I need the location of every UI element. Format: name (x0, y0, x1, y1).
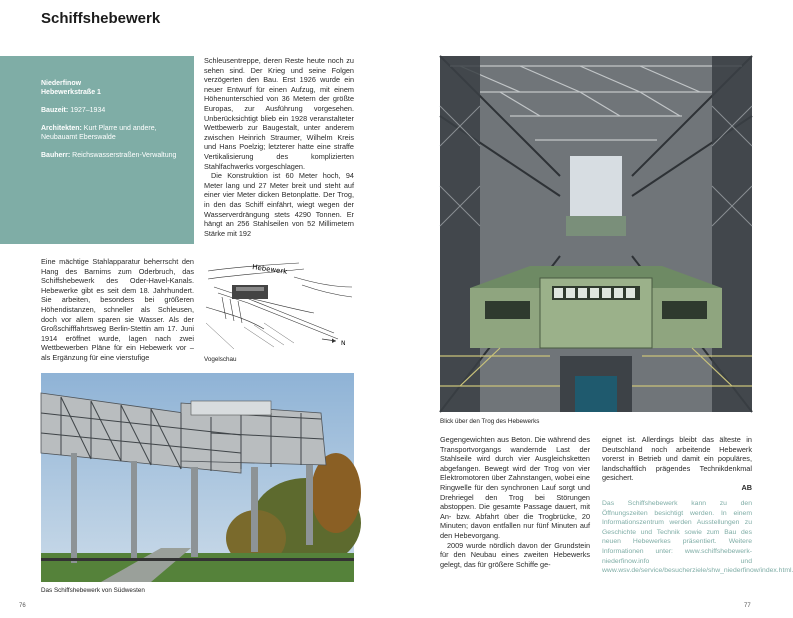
text-column-1 (41, 257, 194, 363)
text-column-4 (602, 435, 793, 576)
client-value: Reichswasserstraßen-Verwaltung (72, 152, 177, 159)
location: Niederfinow (41, 80, 82, 87)
author-initials: AB (741, 482, 752, 492)
bird-view-sketch (204, 257, 354, 353)
info-location (41, 79, 184, 97)
page-number-left: 76 (19, 603, 26, 609)
trough-image (440, 56, 752, 412)
info-architects (41, 124, 184, 142)
photo-exterior (41, 373, 354, 582)
text-column-2 (204, 56, 354, 238)
info-box (0, 56, 194, 244)
paragraph: Eine mächtige Stahlapparatur beherrscht den Hang des Barnims zum Oderbruch, das Schiffshebewerk des Oder-Havel-Kanals. Hebewerke gibt es seit dem 18. Jahrhundert. Sie arbeiten, besonders bei größeren Höhendistanzen, schneller als Schleusen, doch vor allem sparen sie Wasser. Als der Großschifffahrtsweg Berlin-Stettin am 17. Juni 1914 eröffnet wurde, lagen nach zwei Wettbewerben Pläne für ein Hebewerk vor – als Ergänzung für eine vierstufige (41, 257, 194, 362)
photo-exterior-caption: Das Schiffshebewerk von Südwesten (41, 587, 145, 594)
north-label: N (341, 340, 346, 347)
paragraph: Schleusentreppe, deren Reste heute noch zu sehen sind. Der Krieg und seine Folgen verzögerten den Bau. Erst 1926 wurde ein neuer Entwurf für einen Aufzug, mit einem Höhenunterschied von 36 Metern der größte Europas, zur Ausführung vorgesehen. Unberücksichtigt blieb ein 1928 veranstalteter Wettbewerb zur Baugestalt, unter anderem zwischen Heinrich Straumer, Wilhelm Kreis und Hans Poelzig; letzterer hatte eine straffe Vertikalisierung des komplizierten Stahlfachwerks vorgeschlagen. (204, 56, 354, 171)
paragraph: eignet ist. Allerdings bleibt das älteste in Deutschland noch arbeitende Hebewerk vorerst in Betrieb und damit ein populäres, landschaftlich prägendes Technikdenkmal gesichert. (602, 435, 752, 483)
address: Hebewerkstraße 1 (41, 89, 101, 96)
exterior-image (41, 373, 354, 582)
paragraph: Die Konstruktion ist 60 Meter hoch, 94 Meter lang und 27 Meter breit und steht auf einer vier Meter dicken Betonplatte. Der Trog, in den das Schiff einfährt, wiegt wegen der Wasserverdrängung stets 4290 Tonnen. Er hängt an 256 Stahlseilen von 52 Millimetern Stärke mit 192 (204, 171, 354, 238)
built-value: 1927–1934 (70, 107, 106, 114)
paragraph: Gegengewichten aus Beton. Die während des Transportvorgangs wandernde Last der Stahlseile wird durch vier Ausgleichsketten abgefangen. Bewegt wird der Trog von vier Elektromotoren über Zahnstangen, wobei eine Ringwelle für den synchronen Lauf sorgt und Drehriegel den Trog bei Störungen abstoppen. Die gesamte Passage dauert, mit An- bzw. Abfahrt über die Trogbrücke, 20 Minuten; davon entfallen nur fünf Minuten auf den Hebevorgang. (440, 435, 590, 540)
sketch-caption: Vogelschau (204, 356, 237, 363)
info-built (41, 106, 184, 115)
photo-trough (440, 56, 752, 412)
page-title: Schiffshebewerk (41, 10, 161, 27)
text-column-3 (440, 435, 590, 569)
page-number-right: 77 (744, 603, 751, 609)
sketch-drawing (204, 257, 354, 353)
photo-trough-caption: Blick über den Trog des Hebewerks (440, 418, 540, 425)
client-label: Bauherr: (41, 152, 71, 159)
built-label: Bauzeit: (41, 107, 69, 114)
info-client (41, 151, 184, 160)
architects-value: Kurt Plarre und andere, Neubauamt Eberswalde (41, 125, 157, 141)
paragraph: 2009 wurde nördlich davon der Grundstein für den Neubau eines zweiten Hebewerks gelegt, das für größere Schiffe ge- (440, 540, 590, 569)
visitor-note (602, 499, 793, 576)
north-arrow-icon (322, 339, 346, 348)
note-paragraph: Das Schiffshebewerk kann zu den Öffnungszeiten besichtigt werden. In einem Informationszentrum werden Ausstellungen zu Geschichte und Technik sowie zum Bau des neuen Hebewerkes präsentiert. Weitere Informationen unter: www.schiffshebewerk-niederfinow.info und www.wsv.de/service/besucherziele/shw_niederfinow/index.html. (602, 499, 793, 575)
architects-label: Architekten: (41, 125, 82, 132)
sketch-label: Hebewerk (251, 263, 288, 276)
